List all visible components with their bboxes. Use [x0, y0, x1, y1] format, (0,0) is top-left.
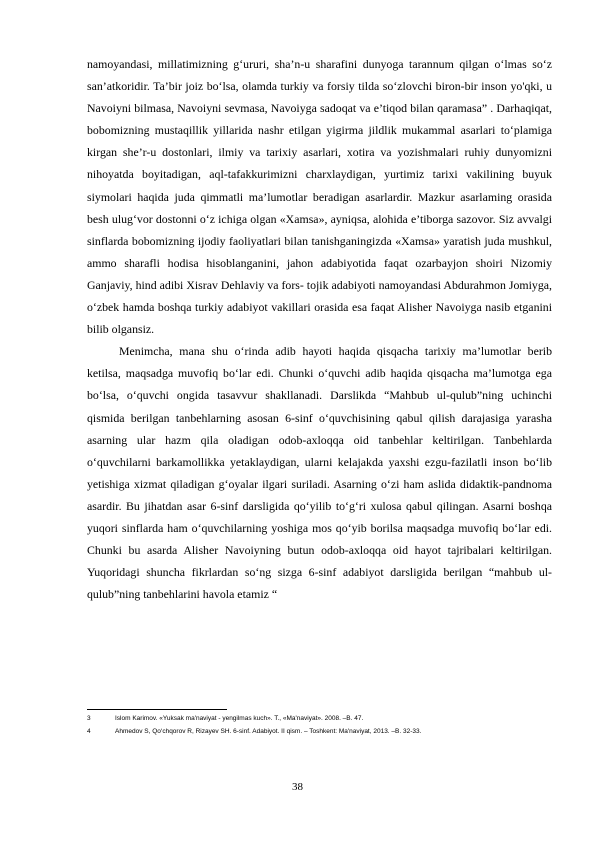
footnote-number: 3: [87, 715, 91, 722]
footnote-text: Islom Karimov. «Yuksak ma'naviyat - yengilmas kuch». T., «Ma'naviyat». 2008. –B. 47.: [115, 715, 364, 722]
page-body: [87, 53, 552, 605]
footnote-4: [87, 726, 552, 739]
footnote-text: Ahmedov S, Qo‘chqorov R, Rizayev SH. 6-sinf. Adabiyot. II qism. – Toshkent: Ma'naviyat, 2013. –B. 32-33.: [115, 727, 422, 735]
footnote-number: 4: [87, 727, 91, 735]
footnote-3: [87, 713, 552, 726]
footnote-divider: [87, 709, 227, 710]
page-number: 38: [292, 781, 303, 793]
footnotes: [87, 709, 552, 738]
paragraph-1: namoyandasi, millatimizning g‘ururi, sha’n-u sharafini dunyoga tarannum qilgan o‘lmas so‘z san’atkoridir. Ta’bir joiz bo‘lsa, olamda turkiy va forsiy tilda so‘zlovchi biron-bir inson yo'qki, u Navoiyni bilmasa, Navoiyni sevmasa, Navoiyga sadoqat va e’tiqod bilan qaramasa” . Darhaqiqat, bobomizning mustaqillik yillarida nashr etilgan yigirma jildlik mukammal asarlari to‘plamiga kirgan she’r-u dostonlari, ilmiy va tarixiy asarlari, xotira va yozishmalari ruhiy dunyomizni nihoyatda boyitadigan, aql-tafakkurimizni charxlaydigan, yurtimiz tarixi vakilining buyuk siymolari haqida juda qimmatli ma’lumotlar beradigan asarlardir. Mazkur asarlaming orasida besh ulug‘vor dostonni o‘z ichiga olgan «Xamsa», ayniqsa, alohida e’tiborga sazovor. Siz avvalgi sinflarda bobomizning ijodiy faoliyatlari bilan tanishganingizda «Xamsa» yaratish juda mushkul, ammo sharafli hodisa hisoblanganini, jahon adabiyotida faqat ozarbayjon shoiri Nizomiy Ganjaviy, hind adibi Xisrav Dehlaviy va fors- tojik adabiyoti namoyandasi Abdurahmon Jomiyga, o‘zbek hamda boshqa turkiy adabiyot vakillari orasida esa faqat Alisher Navoiyga nasib etganini bilib olgansiz.: [87, 57, 552, 337]
paragraph-2: Menimcha, mana shu o‘rinda adib hayoti haqida qisqacha tarixiy ma’lumotlar berib ketilsa, maqsadga muvofiq bo‘lar edi. Chunki o‘quvchi adib haqida qisqacha ma’lumotga ega bo‘lsa, o‘quvchi ongida tasavvur shakllanadi. Darslikda “Mahbub ul-qulub”ning uchinchi qismida berilgan tanbehlarning asosan 6-sinf o‘quvchisining qabul qilish darajasiga yarasha asarning ular hazm qila oladigan odob-axloqqa oid tanbehlar keltirilgan. Tanbehlarda o‘quvchilarni barkamollikka yetaklaydigan, ularni kelajakda yaxshi ezgu-fazilatli inson bo‘lib yetishiga xizmat qiladigan g‘oyalar ilgari suriladi. Asarning o‘zi ham aslida didaktik-pandnoma asardir. Bu jihatdan asar 6-sinf darsligida qo‘yilib to‘g‘ri xulosa qabul qilingan. Asarni boshqa yuqori sinflarda ham o‘quvchilarning yoshiga mos qo‘yib borilsa maqsadga muvofiq bo‘lar edi. Chunki bu asarda Alisher Navoiyning butun odob-axloqqa oid hayot tajribalari keltirilgan. Yuqoridagi shuncha fikrlardan so‘ng sizga 6-sinf adabiyot darsligida berilgan “mahbub ul-qulub”ning tanbehlarini havola etamiz “: [87, 344, 552, 602]
